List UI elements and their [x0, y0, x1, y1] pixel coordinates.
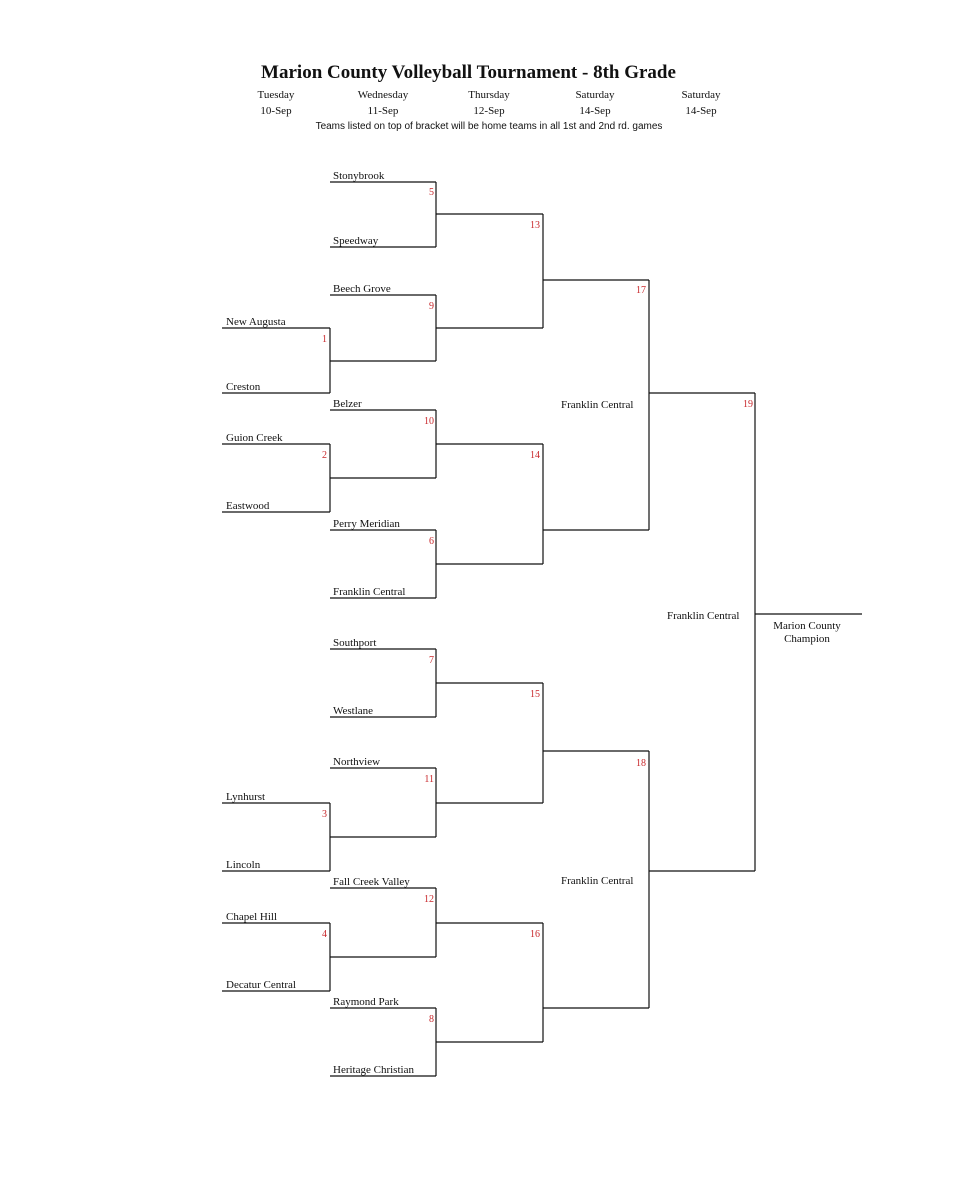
page-title: Marion County Volleyball Tournament - 8th Grade — [261, 62, 676, 83]
game-number-19: 19 — [743, 399, 753, 410]
team-stonybrook: Stonybrook — [333, 170, 385, 182]
game-number-11: 11 — [424, 774, 434, 785]
schedule-day-5: Saturday — [681, 89, 721, 101]
team-lincoln: Lincoln — [226, 859, 261, 871]
team-lynhurst: Lynhurst — [226, 791, 266, 803]
schedule-date-3: 12-Sep — [473, 105, 505, 117]
team-eastwood: Eastwood — [226, 500, 270, 512]
winner-game-19: Franklin Central — [667, 610, 740, 622]
schedule-date-2: 11-Sep — [367, 105, 399, 117]
game-number-14: 14 — [530, 450, 540, 461]
home-team-note: Teams listed on top of bracket will be home teams in all 1st and 2nd rd. games — [315, 121, 663, 132]
team-beech-grove: Beech Grove — [333, 283, 391, 295]
team-decatur-central: Decatur Central — [226, 979, 296, 991]
team-chapel-hill: Chapel Hill — [226, 911, 278, 923]
game-number-18: 18 — [636, 758, 646, 769]
team-guion-creek: Guion Creek — [226, 432, 283, 444]
schedule-date-5: 14-Sep — [685, 105, 717, 117]
team-westlane: Westlane — [333, 705, 374, 717]
game-number-2: 2 — [322, 450, 327, 461]
game-number-7: 7 — [429, 655, 434, 666]
game-number-4: 4 — [322, 929, 327, 940]
game-number-6: 6 — [429, 536, 434, 547]
team-heritage-christian: Heritage Christian — [333, 1064, 414, 1076]
schedule-day-4: Saturday — [575, 89, 615, 101]
team-southport: Southport — [333, 637, 377, 649]
schedule-day-3: Thursday — [468, 89, 510, 101]
game-number-5: 5 — [429, 187, 434, 198]
game-number-9: 9 — [429, 301, 434, 312]
game-number-3: 3 — [322, 809, 327, 820]
team-franklin-central: Franklin Central — [333, 586, 406, 598]
team-new-augusta: New Augusta — [226, 316, 286, 328]
game-number-8: 8 — [429, 1014, 434, 1025]
team-belzer: Belzer — [333, 398, 362, 410]
champion-label: Marion County Champion — [773, 620, 841, 645]
team-speedway: Speedway — [333, 235, 379, 247]
game-number-17: 17 — [636, 285, 646, 296]
team-perry-meridian: Perry Meridian — [333, 518, 400, 530]
team-raymond-park: Raymond Park — [333, 996, 399, 1008]
game-number-12: 12 — [424, 894, 434, 905]
team-northview: Northview — [333, 756, 381, 768]
schedule-date-4: 14-Sep — [579, 105, 611, 117]
game-number-10: 10 — [424, 416, 434, 427]
game-number-1: 1 — [322, 334, 327, 345]
winner-game-18: Franklin Central — [561, 875, 634, 887]
schedule-day-1: Tuesday — [257, 89, 295, 101]
team-creston: Creston — [226, 381, 261, 393]
game-number-16: 16 — [530, 929, 540, 940]
winner-game-17: Franklin Central — [561, 399, 634, 411]
schedule-date-1: 10-Sep — [260, 105, 292, 117]
schedule-day-2: Wednesday — [357, 89, 409, 101]
game-number-15: 15 — [530, 689, 540, 700]
game-number-13: 13 — [530, 220, 540, 231]
team-fall-creek-valley: Fall Creek Valley — [333, 876, 410, 888]
